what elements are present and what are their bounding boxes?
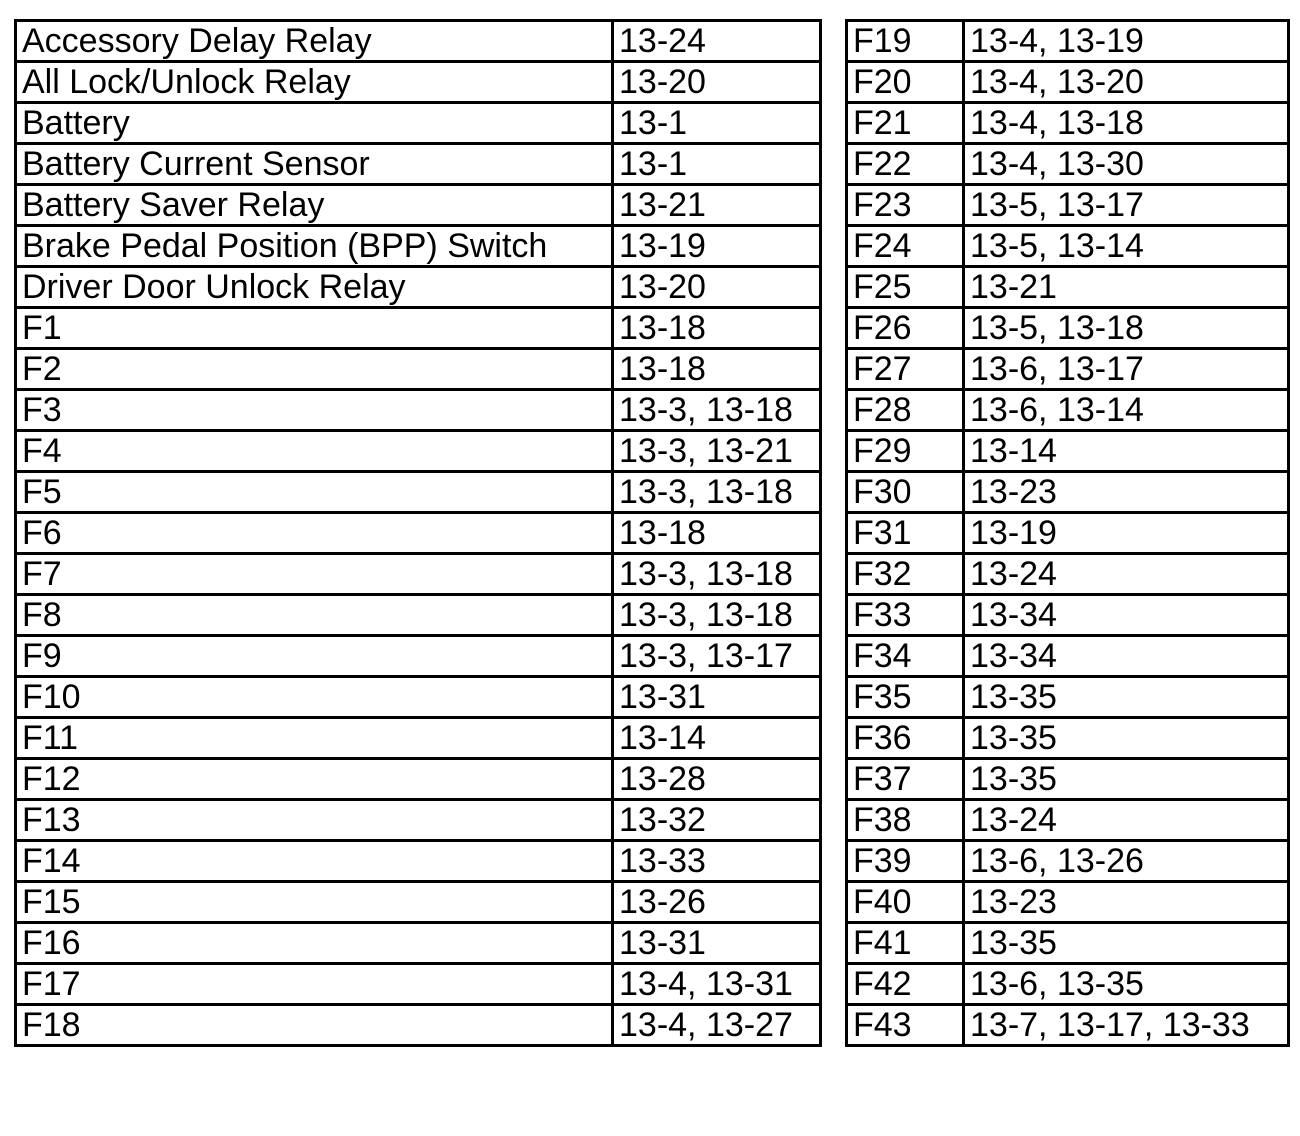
component-name-cell: F5	[16, 472, 613, 513]
table-row	[16, 513, 821, 554]
table-row	[847, 21, 1289, 62]
page-reference-cell: 13-23	[964, 882, 1289, 923]
table-row	[847, 472, 1289, 513]
page-reference-cell: 13-3, 13-21	[613, 431, 821, 472]
component-name-cell: Brake Pedal Position (BPP) Switch	[16, 226, 613, 267]
component-name-cell: F17	[16, 964, 613, 1005]
table-row	[16, 185, 821, 226]
page-reference-cell: 13-4, 13-19	[964, 21, 1289, 62]
table-row	[847, 677, 1289, 718]
component-name-cell: F31	[847, 513, 964, 554]
component-name-cell: Driver Door Unlock Relay	[16, 267, 613, 308]
table-row	[16, 349, 821, 390]
table-row	[847, 513, 1289, 554]
table-row	[16, 431, 821, 472]
table-row	[16, 800, 821, 841]
page-reference-cell: 13-18	[613, 349, 821, 390]
component-name-cell: F29	[847, 431, 964, 472]
page-reference-cell: 13-3, 13-18	[613, 595, 821, 636]
component-name-cell: Battery	[16, 103, 613, 144]
component-name-cell: F38	[847, 800, 964, 841]
page-reference-cell: 13-14	[964, 431, 1289, 472]
page-reference-cell: 13-35	[964, 923, 1289, 964]
table-row	[847, 1005, 1289, 1046]
page-reference-cell: 13-6, 13-14	[964, 390, 1289, 431]
page-reference-cell: 13-26	[613, 882, 821, 923]
table-body	[16, 21, 821, 1046]
component-name-cell: F10	[16, 677, 613, 718]
page-reference-cell: 13-5, 13-14	[964, 226, 1289, 267]
component-name-cell: F2	[16, 349, 613, 390]
page-reference-cell: 13-23	[964, 472, 1289, 513]
page-reference-cell: 13-6, 13-17	[964, 349, 1289, 390]
page-reference-cell: 13-4, 13-20	[964, 62, 1289, 103]
table-row	[16, 103, 821, 144]
table-row	[16, 677, 821, 718]
component-name-cell: F6	[16, 513, 613, 554]
component-name-cell: F37	[847, 759, 964, 800]
table-row	[16, 554, 821, 595]
component-name-cell: F28	[847, 390, 964, 431]
page-reference-cell: 13-32	[613, 800, 821, 841]
table-row	[847, 62, 1289, 103]
page-reference-cell: 13-35	[964, 759, 1289, 800]
page-reference-cell: 13-20	[613, 62, 821, 103]
page-reference-cell: 13-5, 13-18	[964, 308, 1289, 349]
page-reference-cell: 13-5, 13-17	[964, 185, 1289, 226]
component-name-cell: F34	[847, 636, 964, 677]
table-row	[847, 226, 1289, 267]
table-row	[16, 267, 821, 308]
component-name-cell: Battery Current Sensor	[16, 144, 613, 185]
component-name-cell: Battery Saver Relay	[16, 185, 613, 226]
table-row	[16, 472, 821, 513]
page-reference-cell: 13-6, 13-35	[964, 964, 1289, 1005]
page-reference-cell: 13-7, 13-17, 13-33	[964, 1005, 1289, 1046]
table-row	[16, 636, 821, 677]
table-row	[847, 636, 1289, 677]
component-name-cell: F40	[847, 882, 964, 923]
component-name-cell: F12	[16, 759, 613, 800]
table-row	[847, 882, 1289, 923]
page-reference-cell: 13-35	[964, 677, 1289, 718]
page-reference-cell: 13-31	[613, 677, 821, 718]
table-row	[16, 62, 821, 103]
component-name-cell: F21	[847, 103, 964, 144]
component-name-cell: F11	[16, 718, 613, 759]
page-reference-cell: 13-3, 13-17	[613, 636, 821, 677]
component-name-cell: F32	[847, 554, 964, 595]
component-name-cell: All Lock/Unlock Relay	[16, 62, 613, 103]
table-row	[847, 554, 1289, 595]
table-row	[847, 841, 1289, 882]
page-reference-cell: 13-34	[964, 595, 1289, 636]
component-name-cell: F26	[847, 308, 964, 349]
table-row	[847, 144, 1289, 185]
page-reference-cell: 13-18	[613, 513, 821, 554]
page-reference-cell: 13-35	[964, 718, 1289, 759]
component-name-cell: F33	[847, 595, 964, 636]
component-name-cell: F3	[16, 390, 613, 431]
table-row	[847, 349, 1289, 390]
component-name-cell: F35	[847, 677, 964, 718]
component-name-cell: F1	[16, 308, 613, 349]
component-name-cell: F23	[847, 185, 964, 226]
page-reference-cell: 13-33	[613, 841, 821, 882]
component-name-cell: F13	[16, 800, 613, 841]
component-index-table-left	[14, 19, 822, 1047]
component-name-cell: F30	[847, 472, 964, 513]
page-reference-cell: 13-18	[613, 308, 821, 349]
table-row	[847, 267, 1289, 308]
component-name-cell: F19	[847, 21, 964, 62]
table-row	[16, 1005, 821, 1046]
component-name-cell: F43	[847, 1005, 964, 1046]
table-row	[847, 759, 1289, 800]
component-name-cell: F22	[847, 144, 964, 185]
page-reference-cell: 13-4, 13-31	[613, 964, 821, 1005]
page-reference-cell: 13-3, 13-18	[613, 472, 821, 513]
page-reference-cell: 13-19	[964, 513, 1289, 554]
table-row	[847, 800, 1289, 841]
component-name-cell: F39	[847, 841, 964, 882]
page-reference-cell: 13-21	[964, 267, 1289, 308]
component-name-cell: Accessory Delay Relay	[16, 21, 613, 62]
page-reference-cell: 13-3, 13-18	[613, 390, 821, 431]
table-row	[847, 431, 1289, 472]
table-row	[16, 964, 821, 1005]
page-reference-cell: 13-4, 13-27	[613, 1005, 821, 1046]
page-reference-cell: 13-1	[613, 144, 821, 185]
component-name-cell: F42	[847, 964, 964, 1005]
page-reference-cell: 13-24	[613, 21, 821, 62]
component-name-cell: F27	[847, 349, 964, 390]
component-index-table-right	[845, 19, 1290, 1047]
component-name-cell: F15	[16, 882, 613, 923]
page-reference-cell: 13-21	[613, 185, 821, 226]
table-body	[847, 21, 1289, 1046]
table-row	[16, 923, 821, 964]
table-row	[847, 390, 1289, 431]
component-name-cell: F9	[16, 636, 613, 677]
table-row	[16, 759, 821, 800]
table-row	[847, 964, 1289, 1005]
component-name-cell: F8	[16, 595, 613, 636]
table-row	[16, 144, 821, 185]
component-name-cell: F20	[847, 62, 964, 103]
page-reference-cell: 13-31	[613, 923, 821, 964]
component-name-cell: F18	[16, 1005, 613, 1046]
component-name-cell: F41	[847, 923, 964, 964]
table-row	[16, 595, 821, 636]
page-reference-cell: 13-3, 13-18	[613, 554, 821, 595]
table-row	[16, 226, 821, 267]
table-row	[847, 185, 1289, 226]
table-row	[847, 923, 1289, 964]
component-name-cell: F16	[16, 923, 613, 964]
page-reference-cell: 13-34	[964, 636, 1289, 677]
table-row	[847, 308, 1289, 349]
page-reference-cell: 13-24	[964, 554, 1289, 595]
table-row	[847, 718, 1289, 759]
page-reference-cell: 13-4, 13-18	[964, 103, 1289, 144]
component-name-cell: F14	[16, 841, 613, 882]
table-row	[847, 595, 1289, 636]
table-row	[16, 718, 821, 759]
page-reference-cell: 13-28	[613, 759, 821, 800]
component-name-cell: F25	[847, 267, 964, 308]
page-reference-cell: 13-1	[613, 103, 821, 144]
table-row	[16, 841, 821, 882]
component-name-cell: F7	[16, 554, 613, 595]
page-reference-cell: 13-20	[613, 267, 821, 308]
table-row	[16, 308, 821, 349]
table-row	[847, 103, 1289, 144]
page-reference-cell: 13-6, 13-26	[964, 841, 1289, 882]
component-name-cell: F4	[16, 431, 613, 472]
page-reference-cell: 13-24	[964, 800, 1289, 841]
page-reference-cell: 13-4, 13-30	[964, 144, 1289, 185]
page-reference-cell: 13-19	[613, 226, 821, 267]
table-row	[16, 882, 821, 923]
component-name-cell: F36	[847, 718, 964, 759]
component-name-cell: F24	[847, 226, 964, 267]
page-reference-cell: 13-14	[613, 718, 821, 759]
table-row	[16, 390, 821, 431]
table-row	[16, 21, 821, 62]
